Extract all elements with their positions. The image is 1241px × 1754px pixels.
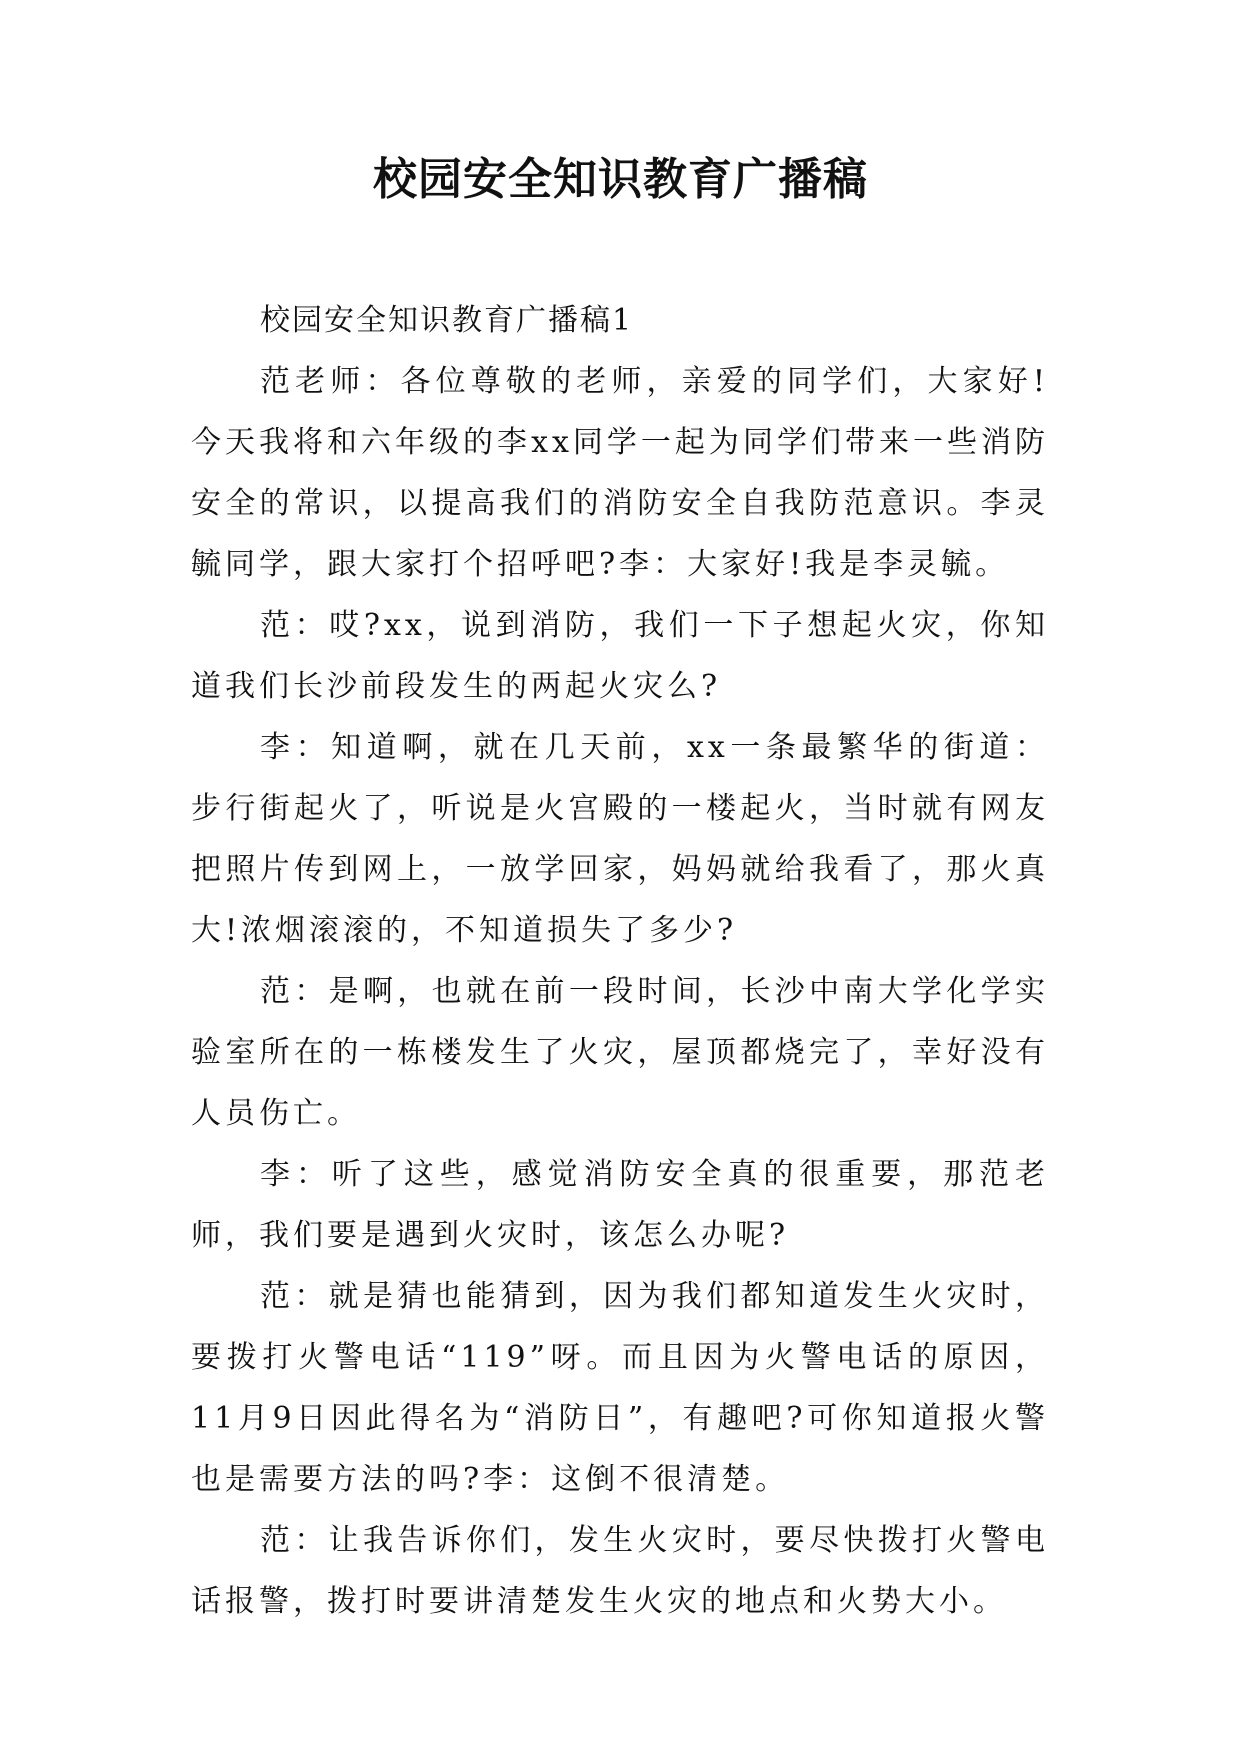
paragraph: 范：让我告诉你们，发生火灾时，要尽快拨打火警电话报警，拨打时要讲清楚发生火灾的地点和火势大小。: [191, 1523, 1049, 1619]
paragraph: 范：哎?xx，说到消防，我们一下子想起火灾，你知道我们长沙前段发生的两起火灾么?: [191, 608, 1049, 704]
section-heading: 校园安全知识教育广播稿1: [260, 303, 634, 338]
paragraph: 范：就是猜也能猜到，因为我们都知道发生火灾时，要拨打火警电话“119”呀。而且因为火警电话的原因，11月9日因此得名为“消防日”，有趣吧?可你知道报火警也是需要方法的吗?李：这倒不很清楚。: [191, 1279, 1049, 1497]
document-body: [191, 290, 1049, 1632]
document-title: 校园安全知识教育广播稿: [373, 154, 868, 205]
paragraph: 李：知道啊，就在几天前，xx一条最繁华的街道：步行街起火了，听说是火宫殿的一楼起火，当时就有网友把照片传到网上，一放学回家，妈妈就给我看了，那火真大!浓烟滚滚的，不知道损失了多少?: [191, 730, 1049, 948]
paragraph: 李：听了这些，感觉消防安全真的很重要，那范老师，我们要是遇到火灾时，该怎么办呢?: [191, 1157, 1049, 1253]
paragraph: 范老师：各位尊敬的老师，亲爱的同学们，大家好!今天我将和六年级的李xx同学一起为同学们带来一些消防安全的常识，以提高我们的消防安全自我防范意识。李灵毓同学，跟大家打个招呼吧?李：大家好!我是李灵毓。: [191, 364, 1049, 582]
paragraph: 范：是啊，也就在前一段时间，长沙中南大学化学实验室所在的一栋楼发生了火灾，屋顶都烧完了，幸好没有人员伤亡。: [191, 974, 1049, 1131]
